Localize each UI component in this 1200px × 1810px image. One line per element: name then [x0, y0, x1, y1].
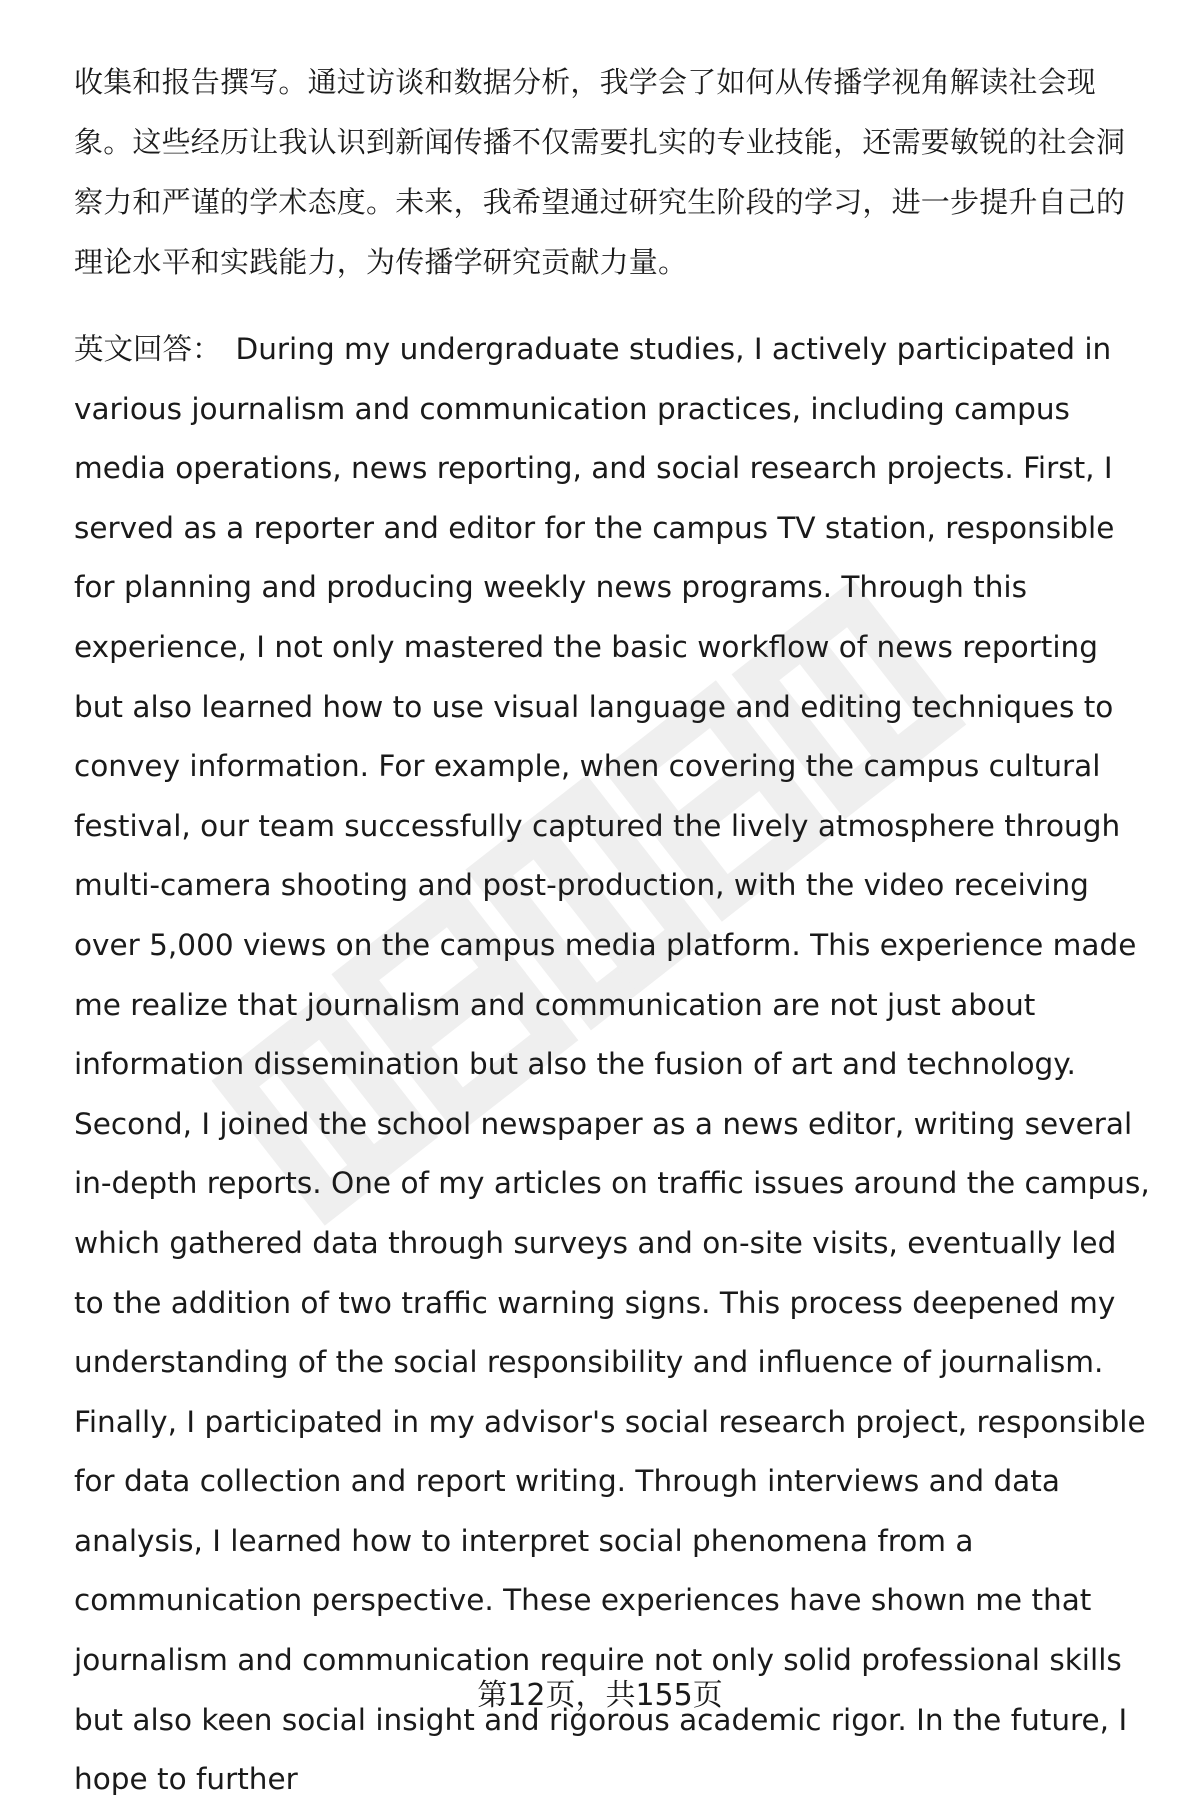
english-answer-label: 英文回答：: [74, 332, 222, 366]
page-indicator: 第12页，共155页: [477, 1678, 723, 1713]
document-page: [74, 52, 1154, 1810]
english-answer-text: During my undergraduate studies, I actively participated in various journalism and communication practices, including campus media operations, news reporting, and social research projects. First, I served as a reporter and editor for the campus TV station, responsible for planning and producing weekly news programs. Through this experience, I not only mastered the basic workflow of news reporting but also learned how to use visual language and editing techniques to convey information. For example, when covering the campus cultural festival, our team successfully captured the lively atmosphere through multi-camera shooting and post-production, with the video receiving over 5,000 views on the campus media platform. This experience made me realize that journalism and communication are not just about information dissemination but also the fusion of art and technology. Second, I joined the school newspaper as a news editor, writing several in-depth reports. One of my articles on traffic issues around the campus, which gathered data through surveys and on-site visits, eventually led to the addition of two traffic warning signs. This process deepened my understanding of the social responsibility and influence of journalism. Finally, I participated in my advisor's social research project, responsible for data collection and report writing. Through interviews and data analysis, I learned how to interpret social phenomena from a communication perspective. These experiences have shown me that journalism and communication require not only solid professional skills but also keen social insight and rigorous academic rigor. In the future, I hope to further: [74, 332, 1150, 1797]
english-answer-paragraph: [74, 320, 1154, 1810]
chinese-answer-continuation: 收集和报告撰写。通过访谈和数据分析，我学会了如何从传播学视角解读社会现象。这些经历让我认识到新闻传播不仅需要扎实的专业技能，还需要敏锐的社会洞察力和严谨的学术态度。未来，我希望通过研究生阶段的学习，进一步提升自己的理论水平和实践能力，为传播学研究贡献力量。: [74, 65, 1126, 279]
